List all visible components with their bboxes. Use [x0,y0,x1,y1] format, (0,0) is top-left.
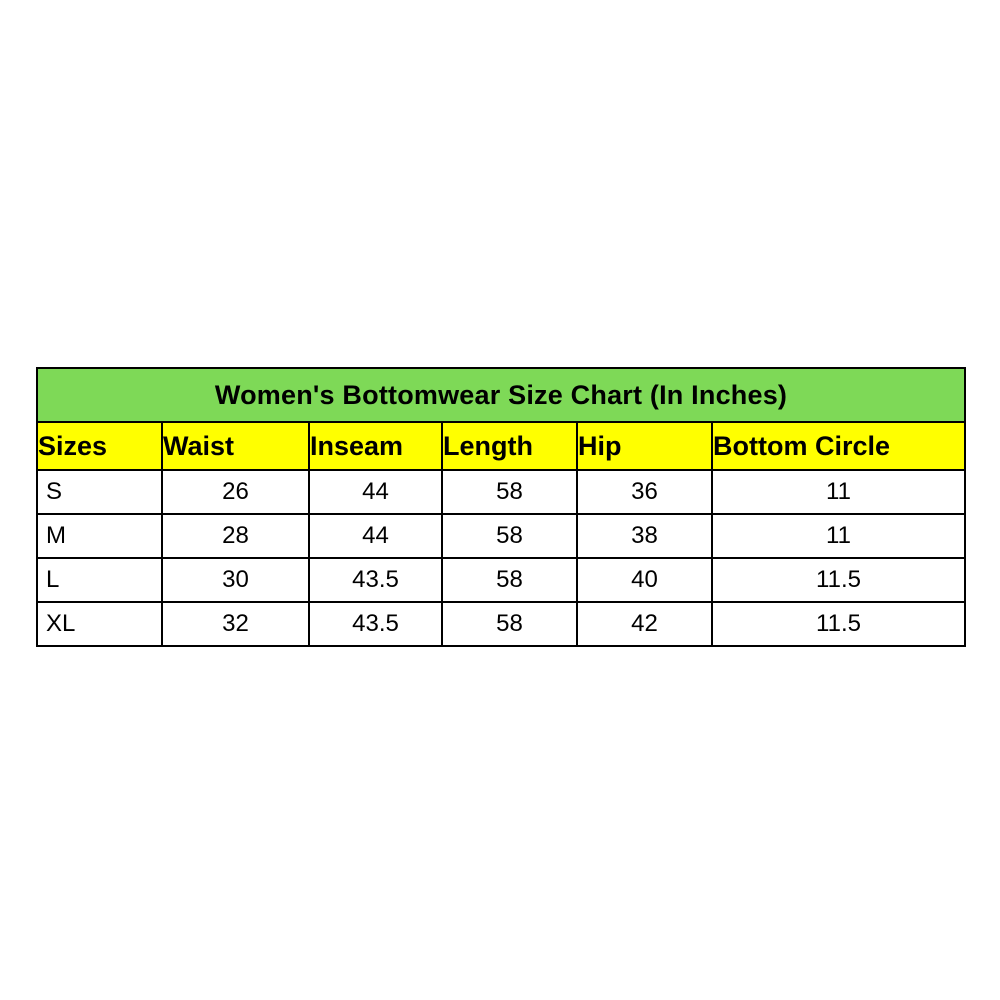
table-row [37,558,965,602]
cell-length-m: 58 [442,514,577,558]
cell-hip-xl: 42 [577,602,712,646]
column-header-sizes: Sizes [37,422,162,470]
cell-size-m: M [37,514,162,558]
cell-inseam-m: 44 [309,514,442,558]
cell-hip-s: 36 [577,470,712,514]
cell-bottom-circle-xl: 11.5 [712,602,965,646]
cell-size-l: L [37,558,162,602]
cell-waist-xl: 32 [162,602,309,646]
column-header-inseam: Inseam [309,422,442,470]
cell-inseam-l: 43.5 [309,558,442,602]
table-header-row [37,422,965,470]
cell-waist-l: 30 [162,558,309,602]
column-header-bottom-circle: Bottom Circle [712,422,965,470]
cell-hip-l: 40 [577,558,712,602]
table-row [37,470,965,514]
cell-hip-m: 38 [577,514,712,558]
column-header-waist: Waist [162,422,309,470]
size-chart-container [36,367,964,647]
cell-bottom-circle-l: 11.5 [712,558,965,602]
cell-length-l: 58 [442,558,577,602]
cell-inseam-s: 44 [309,470,442,514]
cell-size-s: S [37,470,162,514]
table-row [37,514,965,558]
cell-waist-s: 26 [162,470,309,514]
table-row [37,602,965,646]
table-title-row [37,368,965,422]
size-chart-table [36,367,966,647]
cell-bottom-circle-s: 11 [712,470,965,514]
cell-length-s: 58 [442,470,577,514]
cell-bottom-circle-m: 11 [712,514,965,558]
cell-size-xl: XL [37,602,162,646]
column-header-hip: Hip [577,422,712,470]
cell-inseam-xl: 43.5 [309,602,442,646]
cell-waist-m: 28 [162,514,309,558]
cell-length-xl: 58 [442,602,577,646]
chart-title: Women's Bottomwear Size Chart (In Inches) [37,368,965,422]
column-header-length: Length [442,422,577,470]
